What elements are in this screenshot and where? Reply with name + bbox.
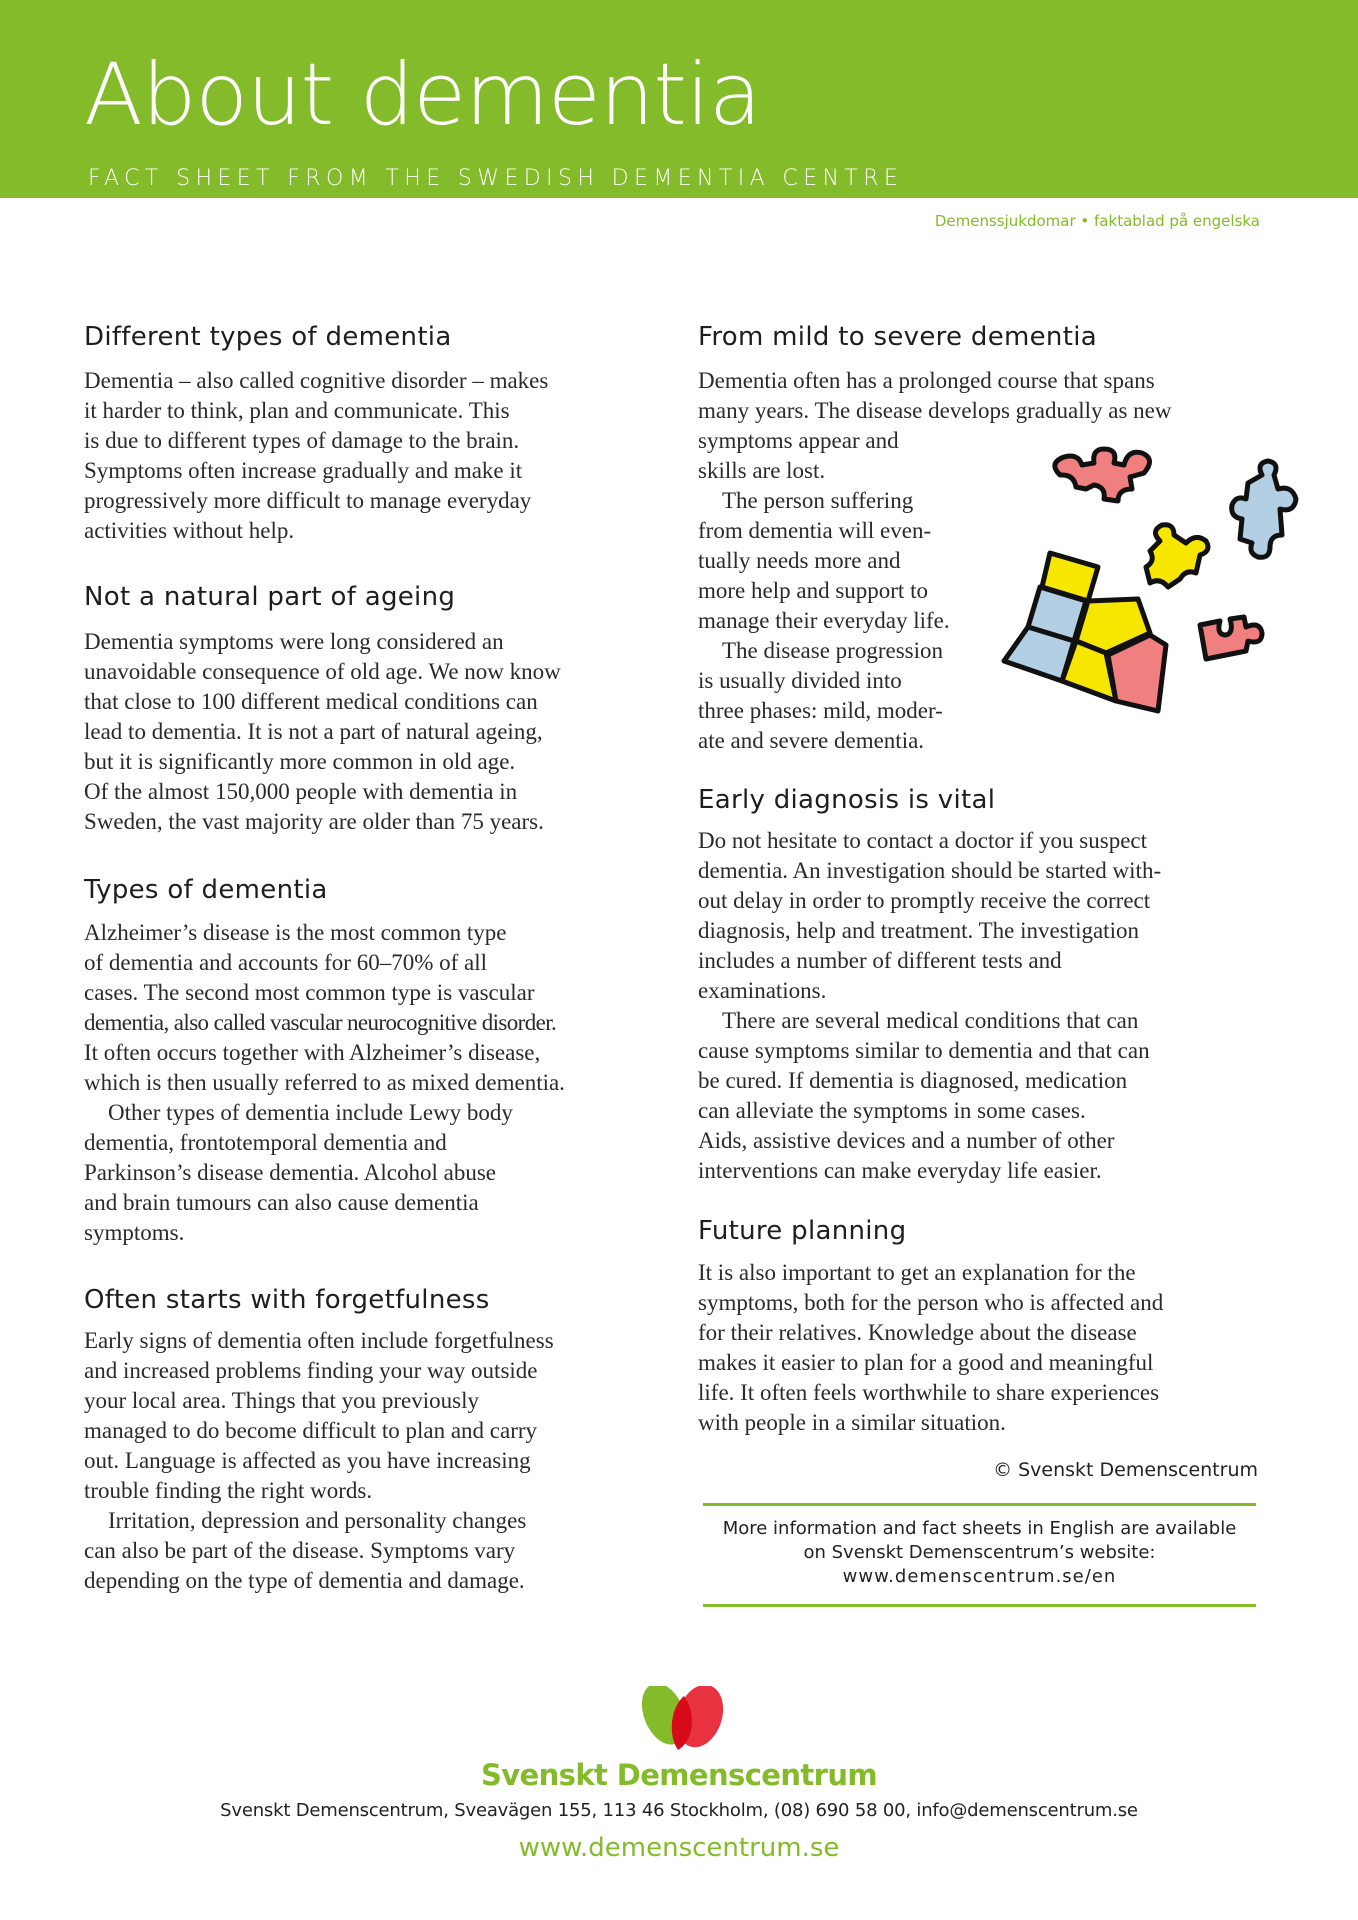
copyright-text: © Svenskt Demenscentrum [993,1459,1258,1481]
text-line: more help and support to [698,578,928,603]
text-line: tually needs more and [698,548,901,573]
text-line: Early signs of dementia often include forgetfulness [84,1328,554,1353]
section-body [84,1326,554,1596]
text-line: be cured. If dementia is diagnosed, medication [698,1068,1128,1093]
text-line: Sweden, the vast majority are older than 75 years. [84,809,544,834]
text-line: makes it easier to plan for a good and meaningful [698,1350,1154,1375]
section-body [84,366,548,546]
text-line: Other types of dementia include Lewy body [108,1100,513,1125]
text-line: from dementia will even- [698,518,932,543]
text-line: is usually divided into [698,668,902,693]
text-line: but it is significantly more common in old age. [84,749,516,774]
text-line: can also be part of the disease. Symptoms vary [84,1538,516,1563]
section-body [698,1258,1163,1438]
text-line: Of the almost 150,000 people with dementia in [84,779,518,804]
text-line: Do not hesitate to contact a doctor if you suspect [698,828,1148,853]
text-line: examinations. [698,978,827,1003]
section-body [84,918,565,1248]
contact-address: Svenskt Demenscentrum, Sveavägen 155, 113 46 Stockholm, (08) 690 58 00, info@demenscentrum.se [220,1800,1138,1821]
section-heading: Future planning [698,1216,907,1246]
text-line: of dementia and accounts for 60–70% of all [84,950,488,975]
info-line: More information and fact sheets in English are available [722,1518,1237,1539]
text-line: Symptoms often increase gradually and make it [84,458,523,483]
text-line: Irritation, depression and personality changes [108,1508,527,1533]
text-line: dementia, frontotemporal dementia and [84,1130,447,1155]
text-line: Dementia – also called cognitive disorder – makes [84,368,549,393]
text-line: trouble finding the right words. [84,1478,373,1503]
text-line: life. It often feels worthwhile to share experiences [698,1380,1160,1405]
text-line: many years. The disease develops gradually as new [698,398,1172,423]
text-line: and brain tumours can also cause dementia [84,1190,479,1215]
text-line: Dementia often has a prolonged course that spans [698,368,1155,393]
tagline: Demenssjukdomar • faktablad på engelska [934,212,1260,230]
divider-bottom [703,1604,1256,1607]
text-line: symptoms. [84,1220,185,1245]
section-heading: Not a natural part of ageing [84,582,456,612]
text-line: and increased problems finding your way outside [84,1358,538,1383]
section-heading: Early diagnosis is vital [698,785,996,815]
text-line: that close to 100 different medical conditions can [84,689,538,714]
text-line: It often occurs together with Alzheimer’s disease, [84,1040,541,1065]
text-line: symptoms appear and [698,428,899,453]
text-line: depending on the type of dementia and damage. [84,1568,525,1593]
text-line: with people in a similar situation. [698,1410,1006,1435]
page-subtitle: FACT SHEET FROM THE SWEDISH DEMENTIA CENTRE [88,166,904,191]
text-line: Alzheimer’s disease is the most common type [84,920,507,945]
text-line: managed to do become difficult to plan and carry [84,1418,538,1443]
section-heading: From mild to severe dementia [698,322,1097,352]
text-line: skills are lost. [698,458,826,483]
text-line: for their relatives. Knowledge about the disease [698,1320,1137,1345]
text-line: cases. The second most common type is vascular [84,980,535,1005]
website-link[interactable]: www.demenscentrum.se [518,1833,840,1863]
text-line: lead to dementia. It is not a part of natural ageing, [84,719,543,744]
text-line: It is also important to get an explanation for the [698,1260,1136,1285]
text-line: symptoms, both for the person who is affected and [698,1290,1164,1315]
text-line: your local area. Things that you previously [84,1388,479,1413]
section-body [698,826,1161,1186]
text-line: Aids, assistive devices and a number of other [698,1128,1115,1153]
text-line: dementia, also called vascular neurocognitive disorder. [84,1010,557,1035]
text-line: out delay in order to promptly receive the correct [698,888,1151,913]
text-line: manage their everyday life. [698,608,950,633]
info-link[interactable]: www.demenscentrum.se/en [842,1566,1117,1587]
text-line: interventions can make everyday life easier. [698,1158,1102,1183]
section-heading: Different types of dementia [84,322,452,352]
text-line: it harder to think, plan and communicate. This [84,398,510,423]
text-line: Dementia symptoms were long considered an [84,629,504,654]
text-line: which is then usually referred to as mixed dementia. [84,1070,565,1095]
brand-name: Svenskt Demenscentrum [480,1758,878,1792]
text-line: Parkinson’s disease dementia. Alcohol abuse [84,1160,497,1185]
text-line: ate and severe dementia. [698,728,925,753]
header-banner [0,0,1358,198]
more-info-box [703,1517,1256,1589]
divider-top [703,1503,1256,1506]
text-line: diagnosis, help and treatment. The investigation [698,918,1139,943]
text-line: can alleviate the symptoms in some cases. [698,1098,1086,1123]
text-line: activities without help. [84,518,295,543]
text-line: cause symptoms similar to dementia and that can [698,1038,1150,1063]
text-line: is due to different types of damage to the brain. [84,428,520,453]
section-heading: Types of dementia [84,875,328,905]
section-heading: Often starts with forgetfulness [84,1285,490,1315]
text-line: out. Language is affected as you have increasing [84,1448,531,1473]
text-line: The disease progression [722,638,943,663]
text-line: unavoidable consequence of old age. We now know [84,659,561,684]
text-line: dementia. An investigation should be started with- [698,858,1162,883]
puzzle-pieces-icon [990,445,1310,735]
text-line: There are several medical conditions that can [722,1008,1139,1033]
text-line: progressively more difficult to manage everyday [84,488,532,513]
heart-leaves-logo-icon [640,1686,726,1752]
section-body [84,627,561,837]
text-line: three phases: mild, moder- [698,698,943,723]
text-line: The person suffering [722,488,914,513]
text-line: includes a number of different tests and [698,948,1062,973]
page-title: About dementia [84,45,761,145]
info-line: on Svenskt Demenscentrum’s website: [803,1542,1156,1563]
